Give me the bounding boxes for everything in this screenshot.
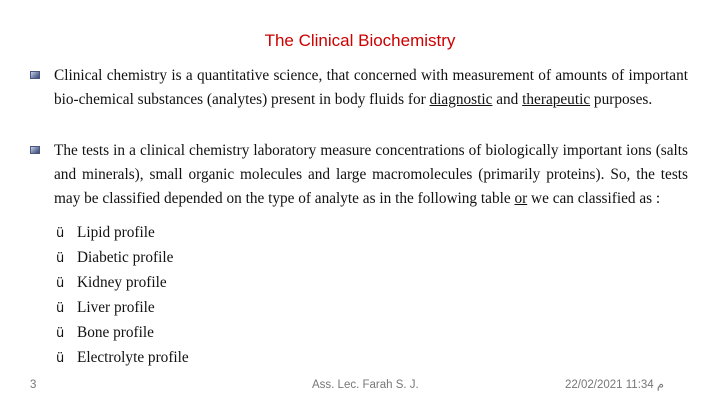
paragraph1-text: is a quantitative science, that concerned with measurement of amounts of important bio-chemical substances (analytes) present in body fluids for [54,67,688,108]
profile-label: Kidney profile [77,274,167,291]
check-icon: ü [56,251,65,266]
or-link[interactable]: or [514,190,528,207]
bullet-icon [30,71,40,79]
list-item [56,346,189,371]
list-item [56,221,189,246]
paragraph2-text: The tests in a clinical chemistry laboratory measure concentrations of biologically important ions (salts and minerals), small organic molecules and large macromolecules (primarily proteins). So, the tests may be classified depended on the type of analyte as in the following table [54,142,688,207]
paragraph2-end: we can classified as : [527,190,661,207]
list-item [56,271,189,296]
page-number: 3 [30,379,37,391]
therapeutic-link[interactable]: therapeutic [522,91,591,108]
check-icon: ü [56,351,65,366]
paragraph1-and: and [492,91,523,108]
term-clinical-chemistry: Clinical chemistry [54,67,168,84]
paragraph-clinical-chemistry [54,64,688,112]
check-icon: ü [56,326,65,341]
check-icon: ü [56,301,65,316]
paragraph1-end: purposes. [590,91,653,108]
profile-label: Liver profile [77,299,155,316]
profile-label: Diabetic profile [77,249,174,266]
bullet-icon [30,146,40,154]
footer-datetime: م 11:34 22/02/2021 [565,379,665,391]
check-icon: ü [56,276,65,291]
list-item [56,296,189,321]
profile-checklist [56,221,189,371]
footer-author: Ass. Lec. Farah S. J. [312,379,419,391]
list-item [56,246,189,271]
profile-label: Bone profile [77,324,154,341]
profile-label: Electrolyte profile [77,349,189,366]
diagnostic-link[interactable]: diagnostic [429,91,493,108]
list-item [56,321,189,346]
paragraph-laboratory-tests [54,139,688,211]
profile-label: Lipid profile [77,224,155,241]
slide-title: The Clinical Biochemistry [264,31,456,50]
check-icon: ü [56,226,65,241]
